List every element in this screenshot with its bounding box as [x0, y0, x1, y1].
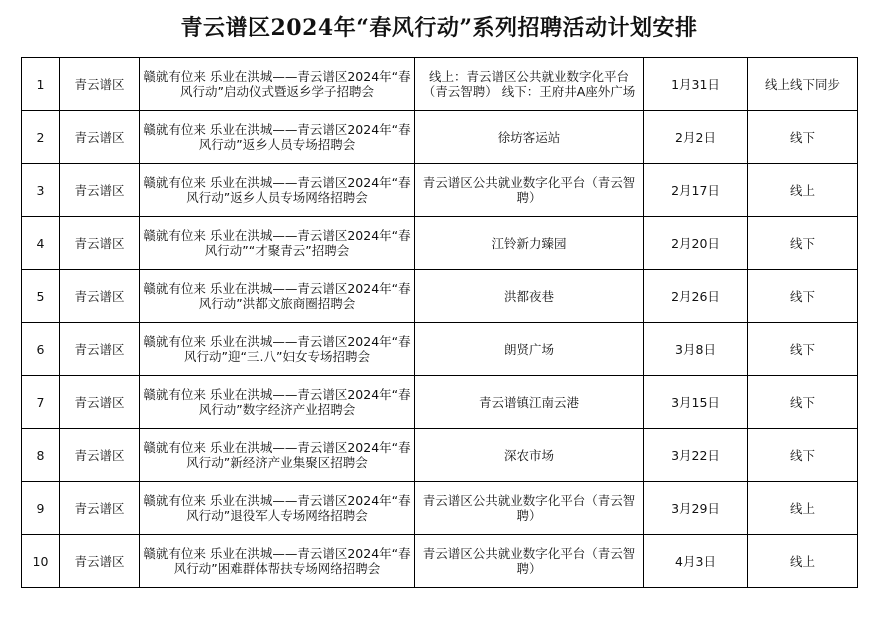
row-index: 3 [22, 164, 60, 217]
row-index: 7 [22, 376, 60, 429]
row-district: 青云谱区 [60, 270, 140, 323]
row-mode: 线下 [748, 376, 858, 429]
table-row [22, 429, 858, 482]
row-index: 5 [22, 270, 60, 323]
schedule-table [21, 57, 858, 588]
row-event-name: 赣就有位来 乐业在洪城——青云谱区2024年“春风行动”启动仪式暨返乡学子招聘会 [140, 58, 415, 111]
row-district: 青云谱区 [60, 58, 140, 111]
table-row [22, 535, 858, 588]
row-index: 10 [22, 535, 60, 588]
row-district: 青云谱区 [60, 429, 140, 482]
row-venue: 青云谱区公共就业数字化平台（青云智聘） [415, 482, 644, 535]
row-district: 青云谱区 [60, 376, 140, 429]
row-index: 2 [22, 111, 60, 164]
row-mode: 线上 [748, 164, 858, 217]
page-title: 青云谱区2024年“春风行动”系列招聘活动计划安排 [180, 15, 698, 41]
row-index: 6 [22, 323, 60, 376]
row-mode: 线上 [748, 482, 858, 535]
table-row [22, 111, 858, 164]
table-row [22, 482, 858, 535]
row-district: 青云谱区 [60, 164, 140, 217]
row-mode: 线下 [748, 111, 858, 164]
table-row [22, 323, 858, 376]
row-mode: 线下 [748, 217, 858, 270]
row-date: 2月2日 [644, 111, 748, 164]
row-event-name: 赣就有位来 乐业在洪城——青云谱区2024年“春风行动”返乡人员专场网络招聘会 [140, 164, 415, 217]
row-event-name: 赣就有位来 乐业在洪城——青云谱区2024年“春风行动”洪都文旅商圈招聘会 [140, 270, 415, 323]
table-row [22, 217, 858, 270]
row-venue: 青云谱区公共就业数字化平台（青云智聘） [415, 164, 644, 217]
table-row [22, 376, 858, 429]
row-index: 1 [22, 58, 60, 111]
row-event-name: 赣就有位来 乐业在洪城——青云谱区2024年“春风行动”迎“三.八”妇女专场招聘会 [140, 323, 415, 376]
row-mode: 线上线下同步 [748, 58, 858, 111]
row-date: 3月8日 [644, 323, 748, 376]
table-row [22, 164, 858, 217]
table-row [22, 58, 858, 111]
row-date: 3月22日 [644, 429, 748, 482]
row-date: 3月15日 [644, 376, 748, 429]
row-venue: 徐坊客运站 [415, 111, 644, 164]
row-event-name: 赣就有位来 乐业在洪城——青云谱区2024年“春风行动”新经济产业集聚区招聘会 [140, 429, 415, 482]
row-event-name: 赣就有位来 乐业在洪城——青云谱区2024年“春风行动”退役军人专场网络招聘会 [140, 482, 415, 535]
row-venue: 青云谱区公共就业数字化平台（青云智聘） [415, 535, 644, 588]
row-district: 青云谱区 [60, 217, 140, 270]
row-district: 青云谱区 [60, 482, 140, 535]
row-event-name: 赣就有位来 乐业在洪城——青云谱区2024年“春风行动”返乡人员专场招聘会 [140, 111, 415, 164]
row-date: 3月29日 [644, 482, 748, 535]
row-index: 4 [22, 217, 60, 270]
row-venue: 江铃新力臻园 [415, 217, 644, 270]
row-mode: 线下 [748, 429, 858, 482]
row-event-name: 赣就有位来 乐业在洪城——青云谱区2024年“春风行动”数字经济产业招聘会 [140, 376, 415, 429]
row-date: 2月20日 [644, 217, 748, 270]
row-district: 青云谱区 [60, 111, 140, 164]
row-mode: 线下 [748, 323, 858, 376]
row-date: 2月17日 [644, 164, 748, 217]
row-date: 4月3日 [644, 535, 748, 588]
row-event-name: 赣就有位来 乐业在洪城——青云谱区2024年“春风行动”困难群体帮扶专场网络招聘会 [140, 535, 415, 588]
row-venue: 朗贤广场 [415, 323, 644, 376]
row-date: 1月31日 [644, 58, 748, 111]
row-date: 2月26日 [644, 270, 748, 323]
row-index: 9 [22, 482, 60, 535]
row-venue: 洪都夜巷 [415, 270, 644, 323]
row-index: 8 [22, 429, 60, 482]
row-venue: 线上：青云谱区公共就业数字化平台（青云智聘） 线下：王府井A座外广场 [415, 58, 644, 111]
table-row [22, 270, 858, 323]
row-event-name: 赣就有位来 乐业在洪城——青云谱区2024年“春风行动”“才聚青云”招聘会 [140, 217, 415, 270]
row-district: 青云谱区 [60, 323, 140, 376]
row-district: 青云谱区 [60, 535, 140, 588]
row-mode: 线下 [748, 270, 858, 323]
row-venue: 深农市场 [415, 429, 644, 482]
row-mode: 线上 [748, 535, 858, 588]
row-venue: 青云谱镇江南云港 [415, 376, 644, 429]
